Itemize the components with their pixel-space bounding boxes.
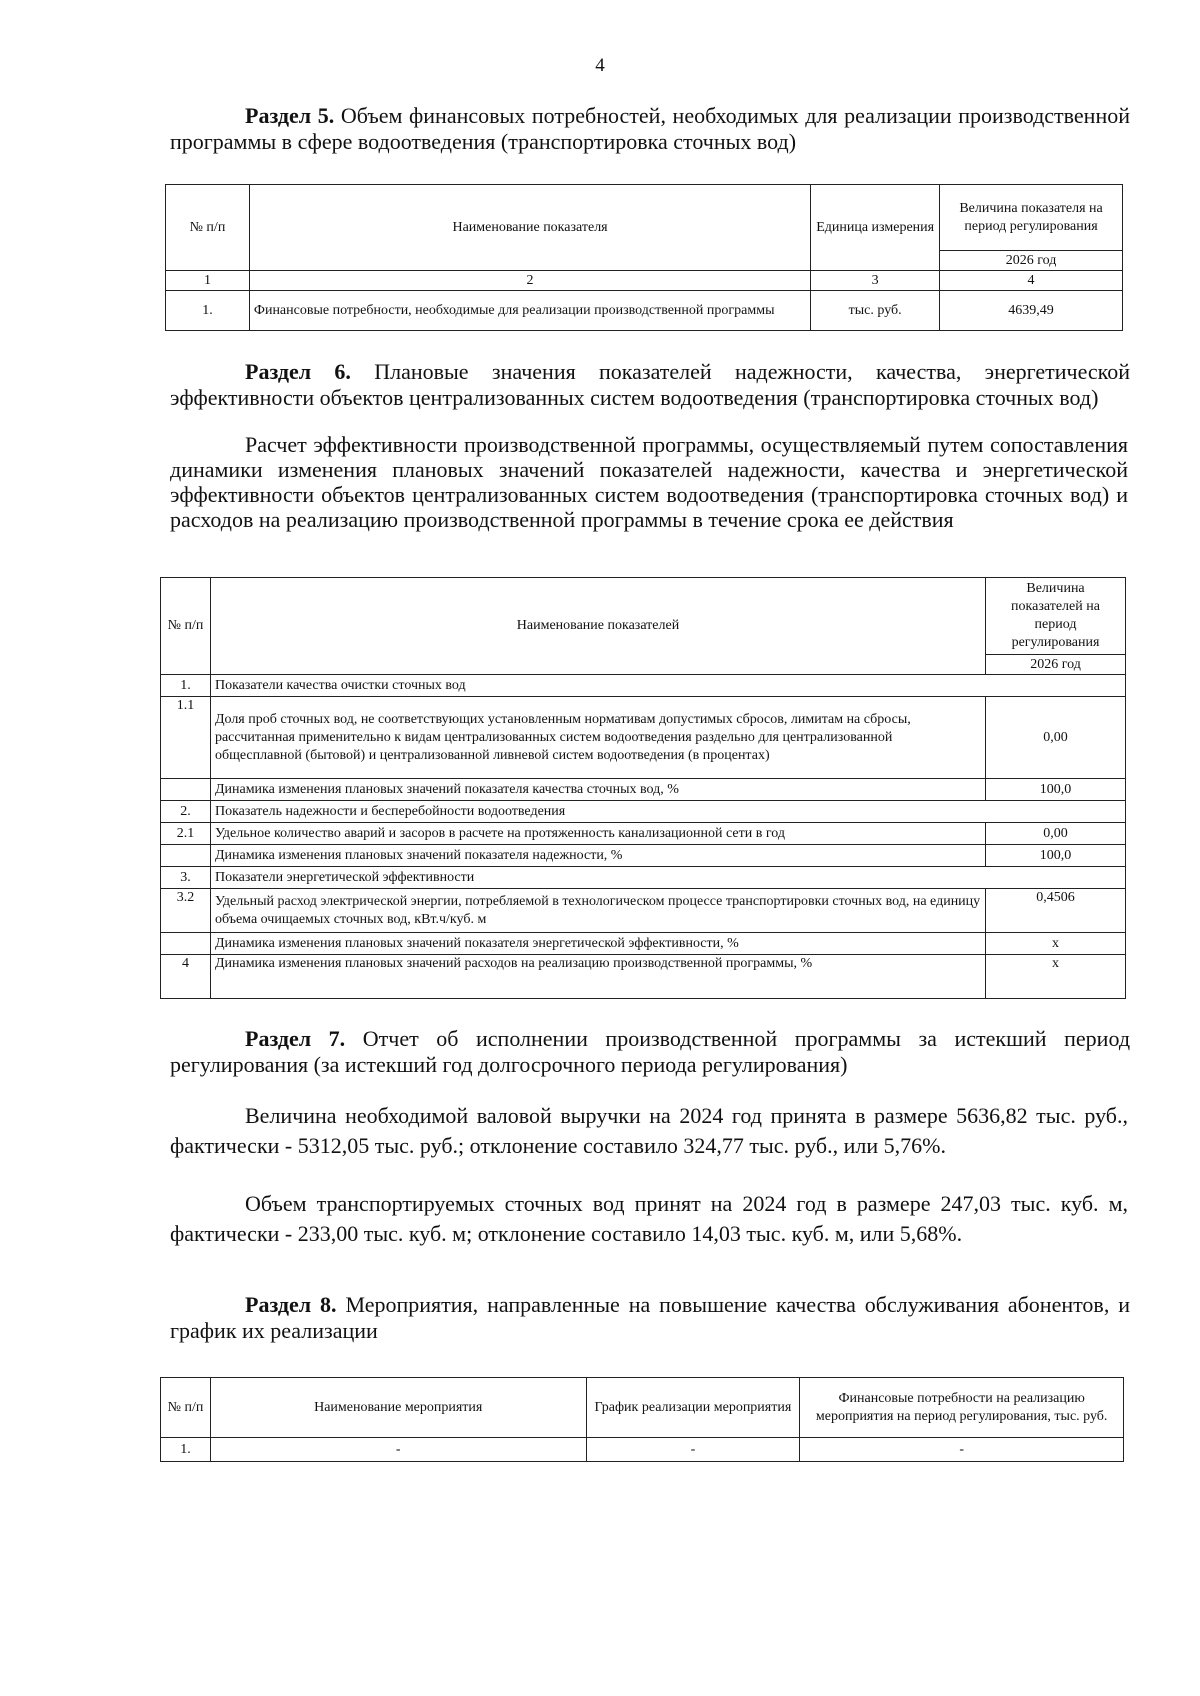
s6-row-value: 0,4506 xyxy=(986,889,1126,933)
s6-row-num: 1. xyxy=(161,675,211,697)
section8-title: Мероприятия, направленные на повышение качества обслуживания абонентов, и график их реализации xyxy=(170,1292,1131,1343)
s6-row-value: 100,0 xyxy=(986,845,1126,867)
s6-row-value: 0,00 xyxy=(986,697,1126,779)
s6-row-value: 100,0 xyxy=(986,779,1126,801)
section8-table xyxy=(160,1377,1124,1462)
s5-row1-unit: тыс. руб. xyxy=(811,291,940,331)
s6-row-num: 4 xyxy=(161,955,211,999)
section8-heading xyxy=(170,1292,1130,1344)
s5-row1-num: 1. xyxy=(166,291,250,331)
s5-colnum-3: 3 xyxy=(811,271,940,291)
section6-title: Плановые значения показателей надежности, качества, энергетической эффективности объектов централизованных систем водоотведения (транспортировка сточных вод) xyxy=(170,359,1130,410)
section5-label: Раздел 5. xyxy=(245,103,335,128)
s6-row-num: 2. xyxy=(161,801,211,823)
s6-row-value: 0,00 xyxy=(986,823,1126,845)
s5-header-num: № п/п xyxy=(166,185,250,271)
s6-row-num xyxy=(161,779,211,801)
s5-header-value: Величина показателя на период регулирования xyxy=(940,185,1123,251)
section6-table xyxy=(160,577,1126,999)
s6-row-value: х xyxy=(986,933,1126,955)
s5-header-unit: Единица измерения xyxy=(811,185,940,271)
s6-row-num: 3. xyxy=(161,867,211,889)
s6-header-num: № п/п xyxy=(161,578,211,675)
section7-heading xyxy=(170,1026,1130,1078)
section8-label: Раздел 8. xyxy=(245,1292,337,1317)
section7-paragraph-volume: Объем транспортируемых сточных вод принят на 2024 год в размере 247,03 тыс. куб. м, фактически - 233,00 тыс. куб. м; отклонение составило 14,03 тыс. куб. м, или 5,68%. xyxy=(170,1191,1128,1246)
s6-row-num xyxy=(161,845,211,867)
s6-row-num: 2.1 xyxy=(161,823,211,845)
s8-row1-num: 1. xyxy=(161,1438,211,1462)
s8-header-num: № п/п xyxy=(161,1378,211,1438)
s6-row-num: 3.2 xyxy=(161,889,211,933)
s6-row-name: Динамика изменения плановых значений показателя качества сточных вод, % xyxy=(210,779,985,801)
s5-colnum-4: 4 xyxy=(940,271,1123,291)
section5-table xyxy=(165,184,1123,331)
s6-row-name: Показатели энергетической эффективности xyxy=(210,867,1125,889)
s5-colnum-1: 1 xyxy=(166,271,250,291)
s6-row-name: Динамика изменения плановых значений расходов на реализацию производственной программы, % xyxy=(210,955,985,999)
section7-label: Раздел 7. xyxy=(245,1026,346,1051)
s8-header-name: Наименование мероприятия xyxy=(210,1378,586,1438)
s5-row1-name: Финансовые потребности, необходимые для реализации производственной программы xyxy=(249,291,810,331)
s6-header-value: Величина показателей на период регулирования xyxy=(986,578,1126,655)
s5-header-year: 2026 год xyxy=(940,251,1123,271)
s6-row-value: х xyxy=(986,955,1126,999)
s6-row-name: Удельное количество аварий и засоров в расчете на протяженность канализационной сети в год xyxy=(210,823,985,845)
section5-title: Объем финансовых потребностей, необходимых для реализации производственной программы в сфере водоотведения (транспортировка сточных вод) xyxy=(170,103,1131,154)
s6-row-num xyxy=(161,933,211,955)
s8-row1-name: - xyxy=(210,1438,586,1462)
s6-row-name: Удельный расход электрической энергии, потребляемой в технологическом процессе транспортировки сточных вод, на единицу объема очищаемых сточных вод, кВт.ч/куб. м xyxy=(210,889,985,933)
s8-row1-schedule: - xyxy=(586,1438,800,1462)
s6-row-name: Доля проб сточных вод, не соответствующих установленным нормативам допустимых сбросов, лимитам на сбросы, рассчитанная применительно к видам централизованных систем водоотведения раздельно для централизованной общесплавной (бытовой) и централизованной ливневой систем водоотведения (в процентах) xyxy=(210,697,985,779)
s6-row-num: 1.1 xyxy=(161,697,211,779)
s6-header-name: Наименование показателей xyxy=(210,578,985,675)
page-number: 4 xyxy=(595,55,605,76)
section7-title: Отчет об исполнении производственной программы за истекший период регулирования (за истекший год долгосрочного периода регулирования) xyxy=(170,1026,1131,1077)
s6-header-year: 2026 год xyxy=(986,655,1126,675)
s5-header-name: Наименование показателя xyxy=(249,185,810,271)
s8-row1-finance: - xyxy=(800,1438,1124,1462)
s8-header-finance: Финансовые потребности на реализацию мероприятия на период регулирования, тыс. руб. xyxy=(800,1378,1124,1438)
s6-row-name: Динамика изменения плановых значений показателя энергетической эффективности, % xyxy=(210,933,985,955)
s8-header-schedule: График реализации мероприятия xyxy=(586,1378,800,1438)
s5-row1-value: 4639,49 xyxy=(940,291,1123,331)
s5-colnum-2: 2 xyxy=(249,271,810,291)
section6-label: Раздел 6. xyxy=(245,359,351,384)
section6-heading xyxy=(170,359,1130,411)
section7-paragraph-revenue: Величина необходимой валовой выручки на 2024 год принята в размере 5636,82 тыс. руб., фактически - 5312,05 тыс. руб.; отклонение составило 324,77 тыс. руб., или 5,76%. xyxy=(170,1103,1128,1158)
s6-row-name: Показатель надежности и бесперебойности водоотведения xyxy=(210,801,1125,823)
section5-heading xyxy=(170,103,1130,155)
s6-row-name: Динамика изменения плановых значений показателя надежности, % xyxy=(210,845,985,867)
section6-description: Расчет эффективности производственной программы, осуществляемый путем сопоставления динамики изменения плановых значений показателей надежности, качества и энергетической эффективности объектов централизованных систем водоотведения (транспортировка сточных вод) и расходов на реализацию производственной программы в течение срока ее действия xyxy=(170,432,1128,532)
s6-row-name: Показатели качества очистки сточных вод xyxy=(210,675,1125,697)
